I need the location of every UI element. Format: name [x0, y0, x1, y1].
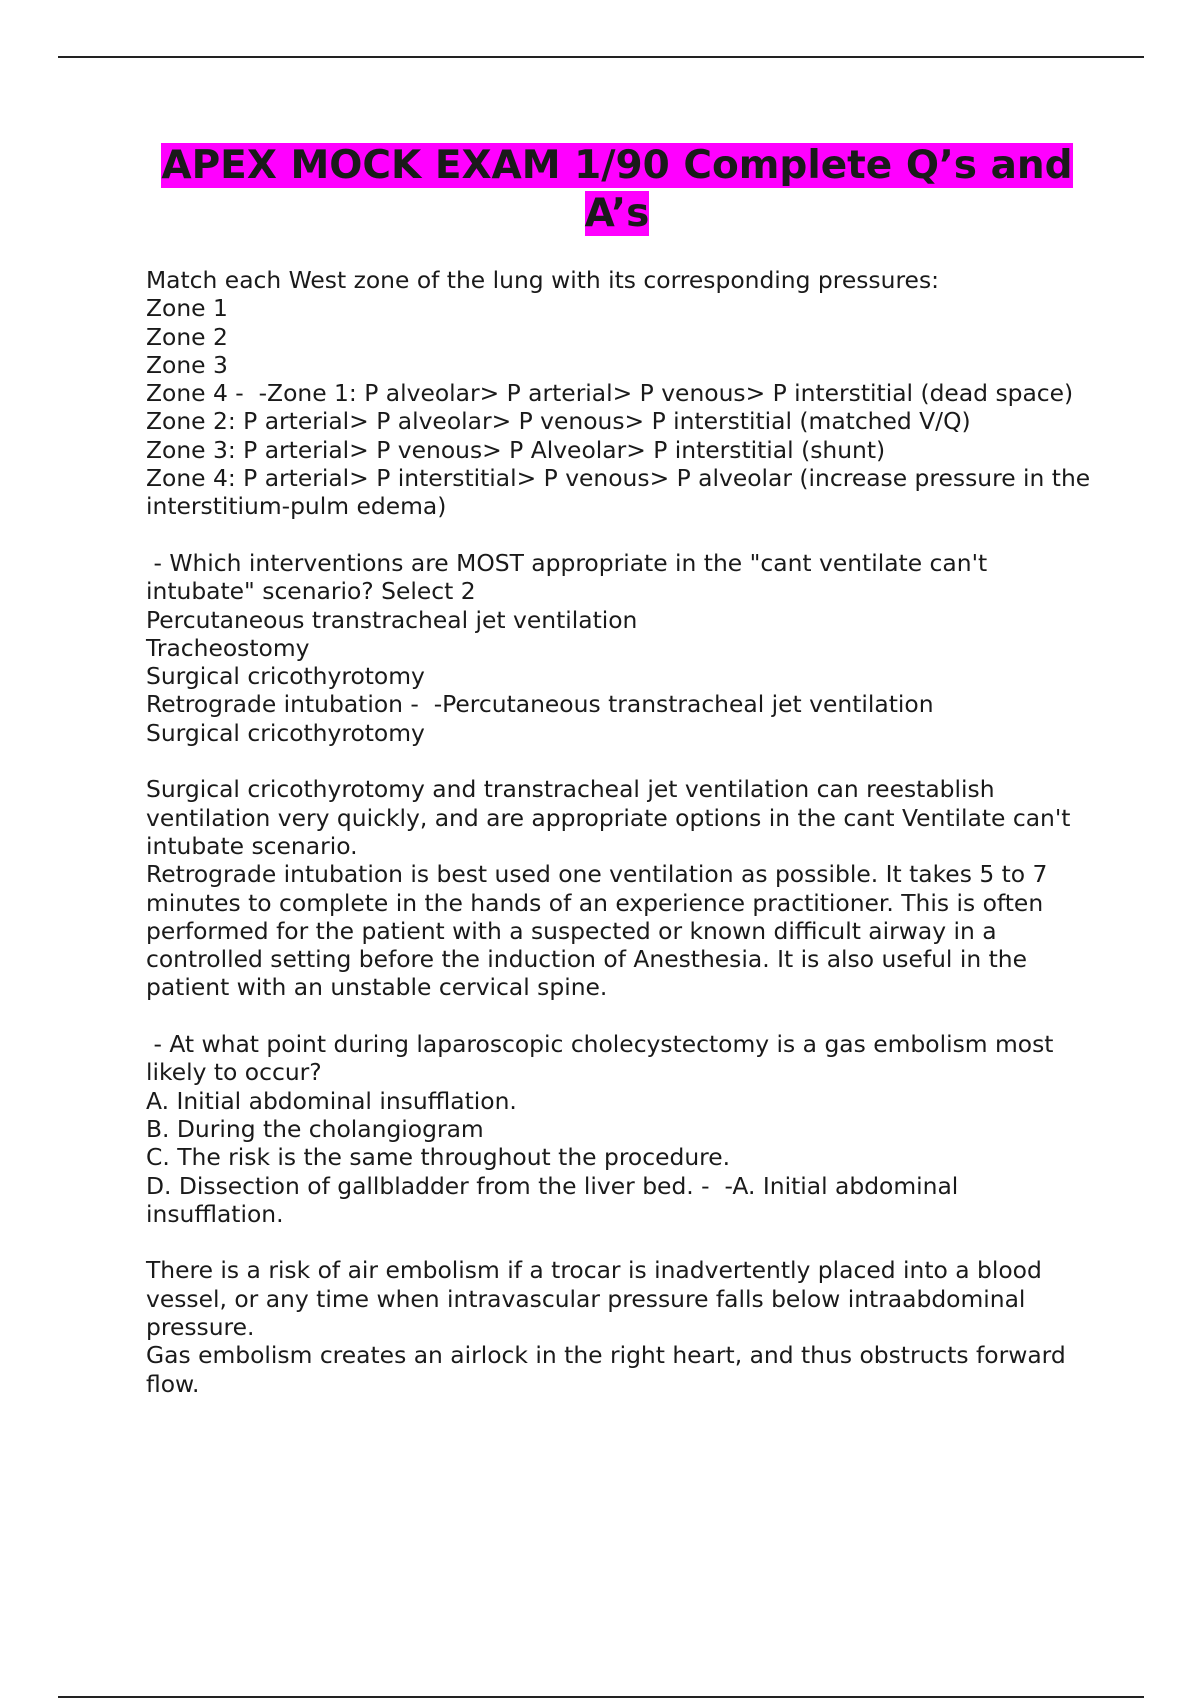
- q3-explanation: There is a risk of air embolism if a trocar is inadvertently placed into a blood vessel, or any time when intravascular pressure falls below intraabdominal pressure.: [146, 1256, 1050, 1341]
- q2-explanation: Retrograde intubation is best used one ventilation as possible. It takes 5 to 7 minutes to complete in the hands of an experience practitioner. This is often performed for the patient with a suspected or known difficult airway in a controlled setting before the induction of Anesthesia. It is also useful in the patient with an unstable cervical spine.: [146, 860, 1055, 1002]
- paragraph-gap: [146, 1228, 1096, 1256]
- q1-answer-line: Zone 2: P arterial> P alveolar> P venous> P interstitial (matched V/Q): [146, 407, 971, 436]
- paragraph-gap: [146, 1002, 1096, 1030]
- q2-answer-line: Surgical cricothyrotomy: [146, 718, 425, 747]
- q2-option: Tracheostomy: [146, 633, 310, 662]
- top-rule: [58, 56, 1144, 58]
- q1-answer-line: Zone 3: P arterial> P venous> P Alveolar> P interstitial (shunt): [146, 435, 886, 464]
- q2-answer-intro: Retrograde intubation - -Percutaneous transtracheal jet ventilation: [146, 690, 934, 719]
- q3-answer-intro: D. Dissection of gallbladder from the liver bed. - -A. Initial abdominal insufflation.: [146, 1171, 966, 1228]
- document-title-text: APEX MOCK EXAM 1/90 Complete Q’s and A’s: [161, 143, 1073, 236]
- paragraph-gap: [146, 521, 1096, 549]
- q3-prompt: - At what point during laparoscopic cholecystectomy is a gas embolism most likely to occur?: [146, 1030, 1061, 1087]
- q3-option: B. During the cholangiogram: [146, 1114, 484, 1143]
- document-title: [146, 142, 1088, 238]
- q3-explanation: Gas embolism creates an airlock in the right heart, and thus obstructs forward flow.: [146, 1341, 1074, 1398]
- q3-option: A. Initial abdominal insufflation.: [146, 1086, 517, 1115]
- q1-prompt: Match each West zone of the lung with its corresponding pressures:: [146, 266, 940, 294]
- q2-explanation: Surgical cricothyrotomy and transtracheal jet ventilation can reestablish ventilation very quickly, and are appropriate options in the cant Ventilate can't intubate scenario.: [146, 775, 1078, 860]
- q1-option: Zone 2: [146, 322, 228, 351]
- q1-answer-line: Zone 4: P arterial> P interstitial> P venous> P alveolar (increase pressure in the interstitium-pulm edema): [146, 464, 1098, 521]
- q1-option: Zone 1: [146, 294, 228, 323]
- bottom-rule: [58, 1696, 1144, 1698]
- q2-prompt: - Which interventions are MOST appropriate in the "cant ventilate can't intubate" scenario? Select 2: [146, 548, 995, 606]
- document-body: [146, 266, 1096, 1398]
- q2-option: Percutaneous transtracheal jet ventilation: [146, 605, 638, 634]
- q1-option: Zone 3: [146, 350, 228, 379]
- paragraph-gap: [146, 747, 1096, 775]
- q3-option: C. The risk is the same throughout the procedure.: [146, 1143, 731, 1172]
- q2-option: Surgical cricothyrotomy: [146, 662, 425, 691]
- q1-answer-intro: Zone 4 - -Zone 1: P alveolar> P arterial> P venous> P interstitial (dead space): [146, 379, 1074, 408]
